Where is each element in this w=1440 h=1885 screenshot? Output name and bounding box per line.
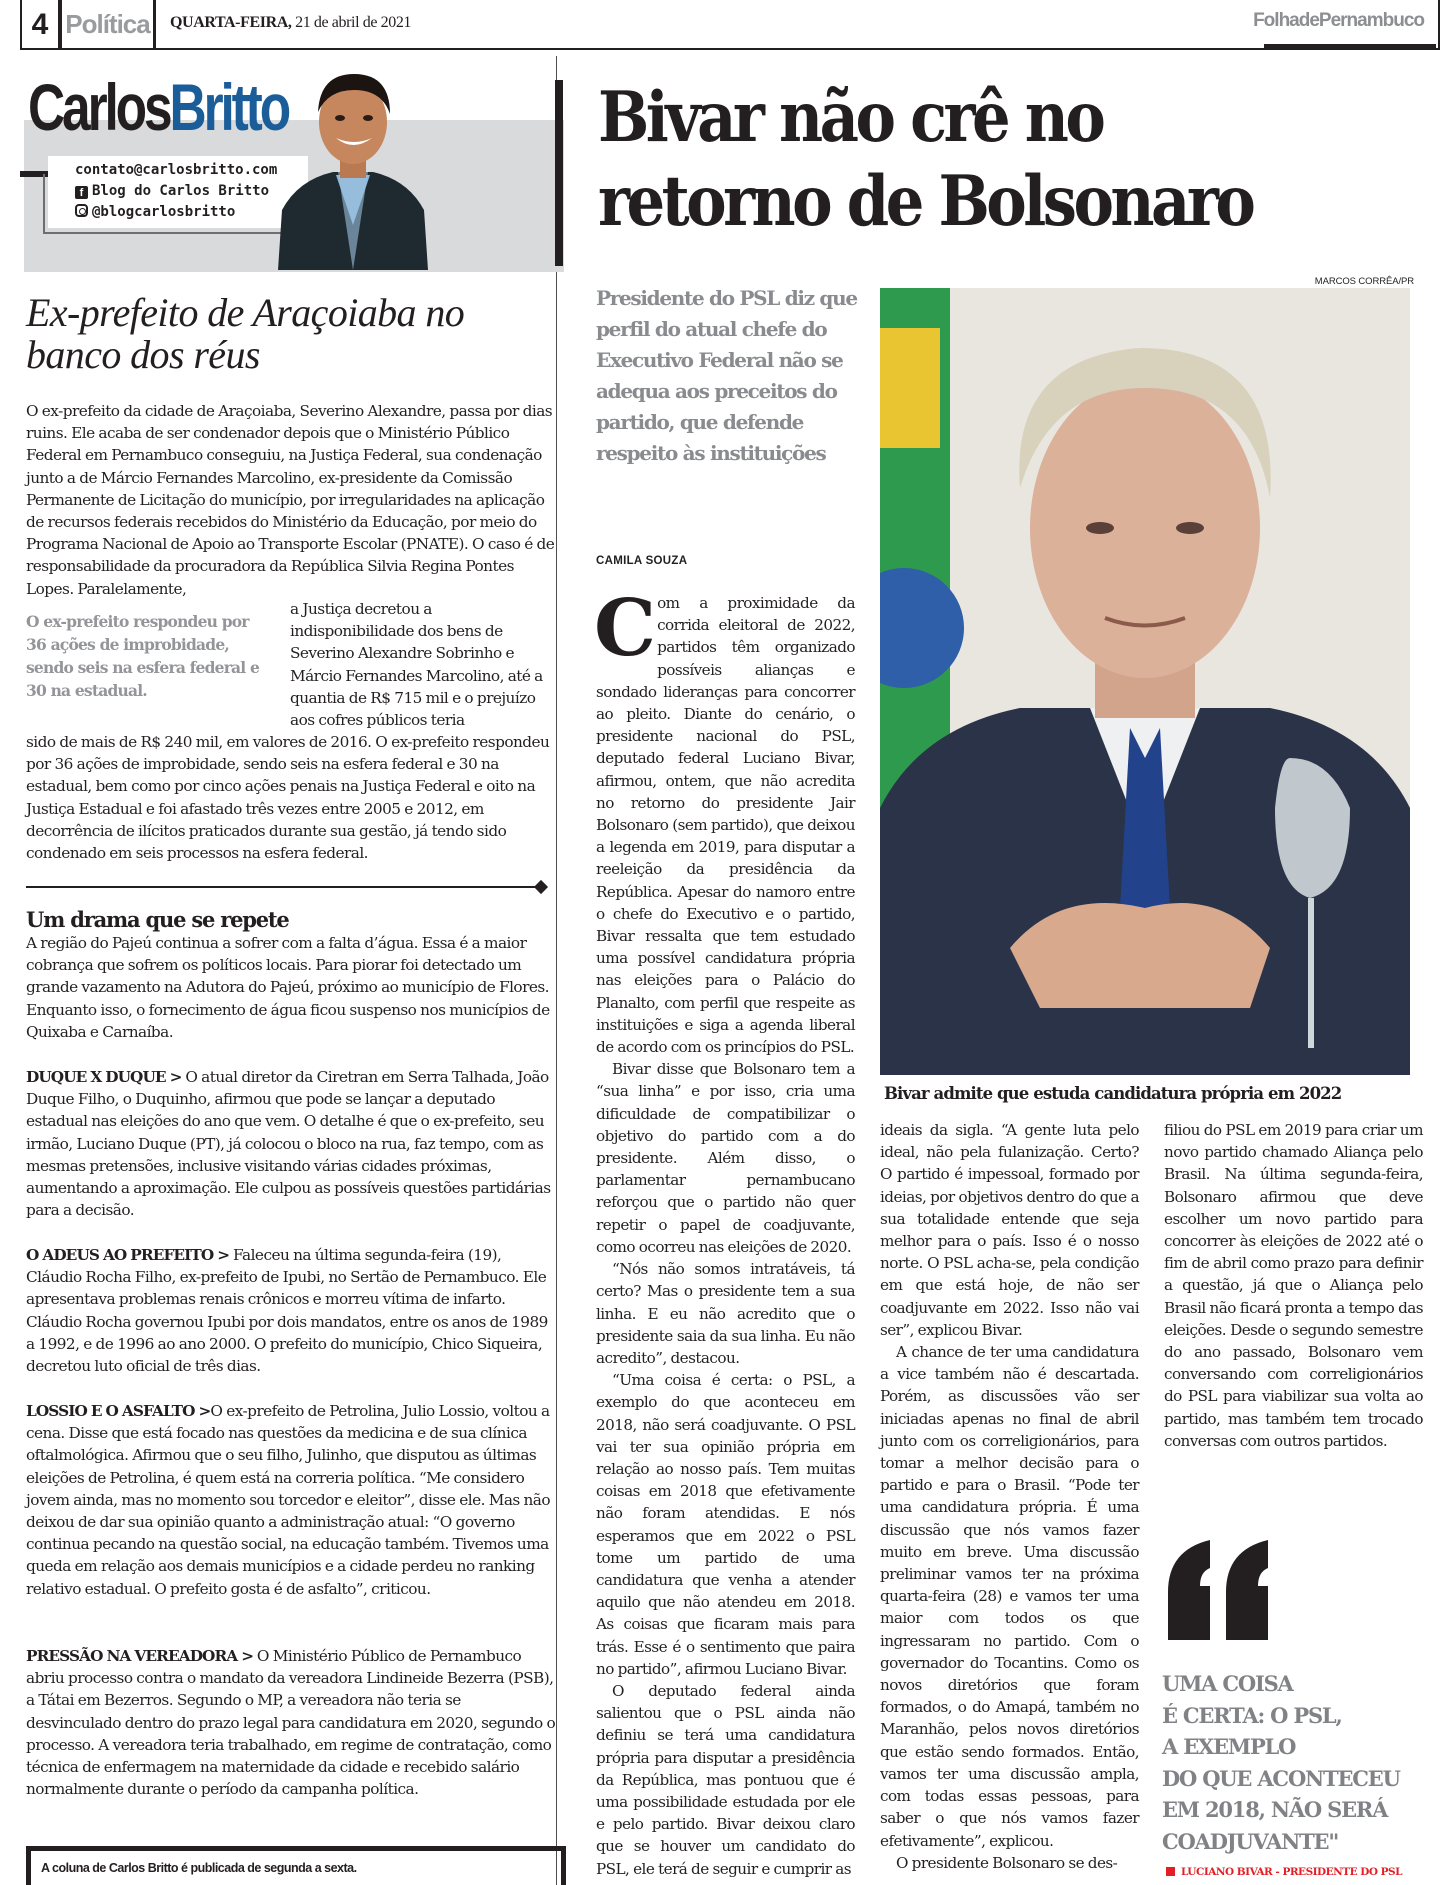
article-paragraph: O presidente Bolsonaro se des- [896, 1853, 1118, 1872]
contact-instagram[interactable] [75, 202, 308, 223]
diamond-ornament [534, 880, 548, 894]
section-rule [26, 886, 544, 888]
footer-note-text: A coluna de Carlos Britto é publicada de segunda a sexta. [41, 1861, 357, 1875]
article-column-3 [1164, 1119, 1423, 1452]
article-headline [598, 76, 1252, 244]
note-item [26, 1066, 558, 1221]
article-column-2 [880, 1119, 1139, 1874]
facebook-label: Blog do Carlos Britto [92, 183, 270, 199]
note-body-3: sido de mais de R$ 240 mil, em valores de 2016. O ex-prefeito respondeu por 36 ações de improbidade, sendo seis na esfera federal e 30 na estadual, bem como por cinco ações penais na Justiça Federal e oito na Justiça Estadual e foi afastado três vezes entre 2005 e 2012, em decorrência de ilícitos praticados durante sua gestão, já tendo sido condenado em seis processos na esfera federal. [26, 733, 550, 863]
column-header [24, 54, 564, 272]
note-item [26, 1645, 558, 1800]
facebook-icon: f [75, 186, 88, 199]
instagram-icon [75, 204, 88, 217]
article-deck: Presidente do PSL diz que perfil do atual chefe do Executivo Federal não se adequa aos preceitos do partido, que defende respeito às instituições [596, 286, 857, 465]
page-number: 4 [22, 0, 60, 48]
subsection-title-text: Um drama que se repete [26, 907, 289, 932]
columnist-portrait [278, 60, 428, 270]
pull-quote-text: UMA COISA É CERTA: O PSL, A EXEMPLO DO QUE ACONTECEU EM 2018, NÃO SERÁ COADJUVANTE" [1162, 1671, 1400, 1854]
article-paragraph: O deputado federal ainda salientou que o PSL ainda não definiu se terá uma candidatura própria para disputar a presidência da República, mas pontuou que é uma possibilidade estudada por ele e pelo partido. Bivar deixou claro que se houver um candidato do PSL, ele terá de seguir e cumprir as [596, 1681, 855, 1878]
note-title-text: Ex-prefeito de Araçoiaba no banco dos réus [26, 290, 465, 377]
folio-bar [20, 0, 1440, 50]
newspaper-brand: FolhadePernambuco [1253, 10, 1424, 31]
article-paragraph [594, 583, 855, 1058]
note-kicker: LOSSIO E O ASFALTO > [26, 1402, 211, 1420]
article-column-1 [594, 583, 855, 1880]
note-item-text: O atual diretor da Ciretran em Serra Talhada, João Duque Filho, o Duquinho, afirmou que pode se lançar a deputado estadual nas eleições do ano que vem. O detalhe é que o ex-prefeito, seu irmão, Luciano Duque (PT), já colocou o bloco na rua, faz tempo, com as mesmas pretensões, inclusive visitando várias cidades próximas, aumentando a aproximação. Ele culpou as possíveis questões partidárias para a decisão. [26, 1068, 551, 1220]
note-kicker: DUQUE X DUQUE > [26, 1068, 182, 1086]
column-divider [556, 56, 557, 1885]
article-paragraph: “Nós não somos intratáveis, tá certo? Mas o presidente tem a sua linha. E eu não acredito que o presidente saia da sua linha. Eu não acredito”, destacou. [596, 1260, 855, 1367]
note-title [26, 292, 546, 376]
note-item [26, 1400, 558, 1600]
note-item-text: O ex-prefeito de Petrolina, Julio Lossio, voltou a cena. Disse que está focado nas questões da medicina e de sua clínica oftalmológica. Afirmou que o seu filho, Julinho, que disputou as últimas eleições de Petrolina, é quem está na correria política. “Me considero jovem ainda, mas no momento sou torcedor e eleitor”, disse ele. Mas não deixou de dar sua opinião quanto a administração atual: “O governo continua pecando na questão social, na educação também. Tivemos uma queda em relação aos demais municípios e a cidade perdeu no ranking relativo estadual. O prefeito gosta é de asfalto”, criticou. [26, 1402, 551, 1598]
column-footer-note [26, 1846, 566, 1885]
article-byline: CAMILA SOUZA [596, 555, 688, 567]
headline-line: retorno de Bolsonaro [598, 161, 1253, 242]
brand-underline [1264, 44, 1436, 50]
headline-line: Bivar não crê no [598, 77, 1103, 158]
subsection-title [26, 907, 546, 933]
instagram-label: @blogcarlosbritto [92, 204, 236, 220]
paragraph-text: om a proximidade da corrida eleitoral de 2022, partidos têm organizado possíveis alianças e sondado lideranças para concorrer ao pleito. Diante do cenário, o presidente nacional do PSL, deputado federal Luciano Bivar, afirmou, ontem, que não acredita no retorno do presidente Jair Bolsonaro (sem partido), que deixou a legenda em 2019, para disputar a reeleição da presidência da República. Apesar do namoro entre o chefe do Executivo e o partido, Bivar ressalta que tem estudado uma possível candidatura própria nas eleições para o Palácio do Planalto, com perfil que respeite as instituições e siga a agenda liberal de acordo com os princípios do PSL. [596, 594, 855, 1057]
logo-last-name: Britto [169, 70, 289, 144]
article-paragraph: “Uma coisa é certa: o PSL, a exemplo do que aconteceu em 2018, não será coadjuvante. O PSL vai ter sua opinião própria em relação ao nosso país. Tem muitas coisas em 2018 que efetivamente não foram atendidas. E nós esperamos que em 2022 o PSL tome um partido de uma candidatura que venha a atender aquilo que não atendeu em 2018. As coisas que ficaram mais para trás. Esse é o sentimento que paira no partido”, afirmou Luciano Bivar. [596, 1371, 855, 1678]
contact-facebook[interactable] [75, 181, 308, 202]
article-paragraph: filiou do PSL em 2019 para criar um novo partido chamado Aliança pelo Brasil. Na última segunda-feira, Bolsonaro afirmou que deve escolher um novo partido para concorrer às eleições de 2022 até o fim de abril como prazo para definir a questão, já que o Aliança pelo Brasil não ficará pronta a tempo das eleições. Desde o segundo semestre do ano passado, Bolsonaro vem conversando com correligionários do PSL para viabilizar sua volta ao partido, mas também tem trocado conversas com outros partidos. [1164, 1121, 1423, 1450]
contacts-rule [43, 232, 298, 234]
photo-credit: MARCOS CORRÊA/PR [1314, 276, 1414, 287]
note-item-text: O Ministério Público de Pernambuco abriu processo contra o mandato da vereadora Lindineide Bezerra (PSB), a Tátai em Bezerros. Segundo o MP, a vereadora não teria se desvinculado dentro do prazo legal para candidatura em 2020, segundo o processo. A vereadora teria trabalhado, em regime de contratação, como técnica de enfermagem na maternidade da cidade e recebido salário normalmente durante o período da campanha política. [26, 1647, 556, 1799]
pull-quote-source [1166, 1866, 1402, 1878]
quote-mark-icon [1168, 1540, 1278, 1640]
portrait-frame-bar [555, 80, 563, 266]
article-paragraph: Bivar disse que Bolsonaro tem a “sua linha” e por isso, cria uma dificuldade de compatibilizar o objetivo do partido com a do presidente. Além disso, o parlamentar pernambucano reforçou que o partido não quer repetir o papel de coadjuvante, como ocorreu nas eleições de 2020. [596, 1060, 855, 1256]
note-item-text: Faleceu na última segunda-feira (19), Cláudio Rocha Filho, ex-prefeito de Ipubi, no Sertão de Pernambuco. Ele apresentava problemas renais crônicos e morreu vítima de infarto. Cláudio Rocha governou Ipubi por dois mandatos, entre os anos de 1989 a 1992, e de 1996 ao ano 2000. O prefeito do município, Chico Siqueira, decretou luto oficial de três dias. [26, 1246, 548, 1376]
note-item [26, 1244, 558, 1377]
logo-first-name: Carlos [28, 70, 170, 144]
drop-cap: C [594, 583, 654, 674]
edition-date [170, 14, 411, 32]
article-paragraph: A chance de ter uma candidatura a vice também não é descartada. Porém, as discussões vão ser iniciadas apenas no final de abril junto com os correligionários, para tomar a melhor decisão para o partido e para o Brasil. “Pode ter uma candidatura própria. É uma discussão que nós vamos fazer muito em breve. Uma discussão preliminar vamos ter na próxima quarta-feira (28) e vamos ter uma maior com todos os que ingressaram no partido. Com o governador do Tocantins. Como os novos diretórios que foram formados, o do Amapá, também no Maranhão, pelos novos diretórios que estão sendo formados. Então, vamos ter uma discussão ampla, com todas essas pessoas, para saber o que nós vamos fazer efetivamente”, explicou. [880, 1343, 1139, 1850]
photo-caption: Bivar admite que estuda candidatura própria em 2022 [884, 1084, 1342, 1103]
edition-weekday: QUARTA-FEIRA, [170, 14, 292, 31]
subsection-body: A região do Pajeú continua a sofrer com a falta d’água. Essa é a maior cobrança que sofrem os políticos locais. Para piorar foi detectado um grande vazamento na Adutora do Pajeú, próximo ao município de Flores. Enquanto isso, o fornecimento de água ficou suspenso nos municípios de Quixaba e Carnaíba. [26, 934, 550, 1041]
note-kicker: O ADEUS AO PREFEITO > [26, 1246, 230, 1264]
note-body-1: O ex-prefeito da cidade de Araçoiaba, Severino Alexandre, passa por dias ruins. Ele acaba de ser condenador depois que o Ministério Público Federal em Pernambuco conseguiu, na Justiça Federal, sua condenação junto a de Márcio Fernandes Marcolino, ex-presidente da Comissão Permanente de Licitação do município, por irregularidades na aplicação de recursos federais recebidos do Ministério da Educação, por meio do Programa Nacional de Apoio ao Transporte Escolar (PNATE). O caso é de responsabilidade da procuradora da República Silvia Regina Pontes Lopes. Paralelamente, [26, 402, 555, 598]
edition-day: 21 de abril de 2021 [291, 14, 412, 31]
column-logo [28, 70, 289, 144]
pull-quote-source-text: LUCIANO BIVAR - PRESIDENTE DO PSL [1181, 1866, 1403, 1878]
contacts-box [48, 156, 308, 228]
contacts-rule [43, 174, 45, 234]
article-photo [880, 288, 1410, 1075]
article-paragraph: ideais da sigla. “A gente luta pelo ideal, não pela fulanização. Certo? O partido é impessoal, formado por ideias, por objetivos dentro do que a sua totalidade entende que seja melhor para o país. Isso é o nosso norte. O PSL acha-se, pela condição em que está hoje, de não ser coadjuvante em 2022. Isso não vai ser”, explicou Bivar. [880, 1121, 1139, 1339]
inline-pull-quote: O ex-prefeito respondeu por 36 ações de improbidade, sendo seis na esfera federal e 30 na estadual. [26, 612, 260, 700]
red-square-icon [1166, 1867, 1175, 1876]
section-name: Política [60, 0, 156, 48]
note-kicker: PRESSÃO NA VEREADORA > [26, 1647, 254, 1665]
contact-email[interactable]: contato@carlosbritto.com [75, 162, 278, 178]
note-body-wrap: a Justiça decretou a indisponibilidade dos bens de Severino Alexandre Sobrinho e Márcio Fernandes Marcolino, até a quantia de R$ 715 mil e o prejuízo aos cofres públicos teria [290, 600, 543, 730]
